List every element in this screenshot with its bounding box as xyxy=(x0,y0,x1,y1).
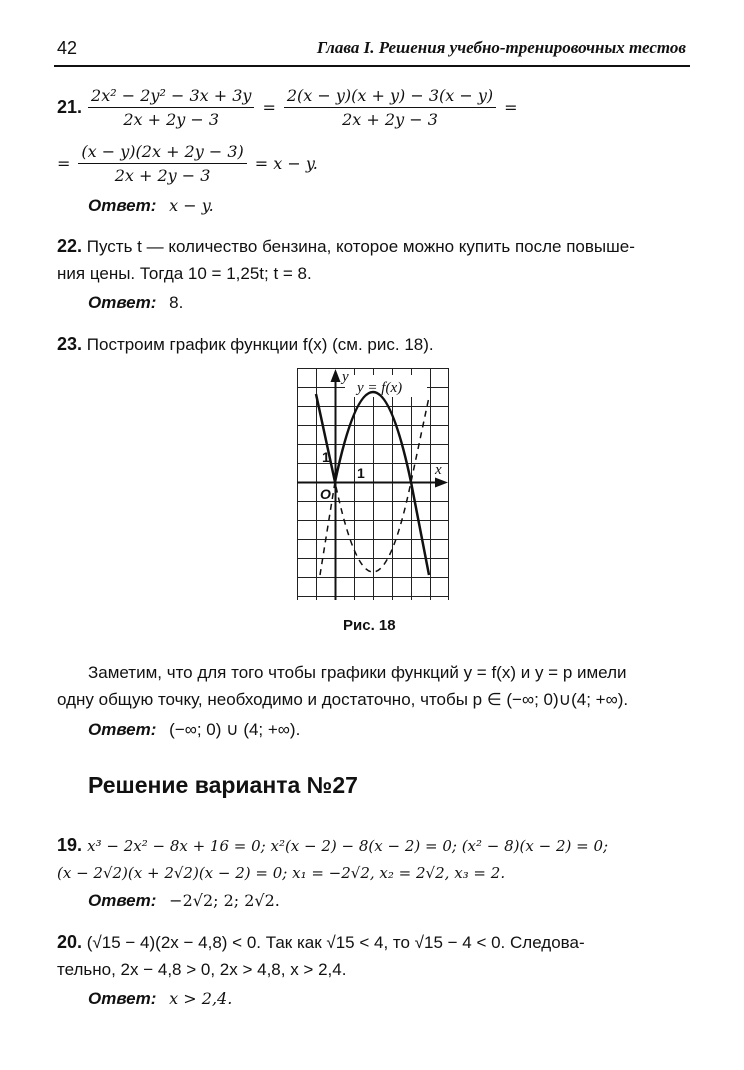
p21-fraction-2 xyxy=(284,86,496,129)
problem-20 xyxy=(57,929,697,983)
p19-line2: (x − 2√2)(x + 2√2)(x − 2) = 0; x₁ = −2√2, x₂ = 2√2, x₃ = 2. xyxy=(57,864,506,882)
p21-equals-3: = xyxy=(57,154,71,173)
page-number: 42 xyxy=(57,38,78,58)
p19-answer xyxy=(88,891,280,911)
p22-line1: Пусть t — количество бензина, которое можно купить после повыше- xyxy=(86,237,635,256)
problem-20-number: 20. xyxy=(57,932,83,952)
figure-caption: Рис. 18 xyxy=(343,617,396,634)
p21-frac3-denominator: 2x + 2y − 3 xyxy=(114,166,211,185)
problem-21 xyxy=(57,86,518,129)
p21-equals-1: = xyxy=(262,98,276,117)
p20-line2: тельно, 2x − 4,8 > 0, 2x > 4,8, x > 2,4. xyxy=(57,960,347,979)
problem-22 xyxy=(57,233,692,287)
y-unit-label: 1 xyxy=(322,449,330,465)
figure-18-graph xyxy=(297,368,449,600)
problem-23 xyxy=(57,331,434,358)
p21-answer-value: x − y. xyxy=(169,196,214,215)
x-axis-label: x xyxy=(435,462,442,478)
answer-label: Ответ: xyxy=(88,196,157,215)
p23-answer-value: (−∞; 0) ∪ (4; +∞). xyxy=(169,720,301,739)
p23-text: Построим график функции f(x) (см. рис. 18). xyxy=(86,335,434,354)
p20-answer-value: x > 2,4. xyxy=(169,989,233,1008)
p19-answer-value: −2√2; 2; 2√2. xyxy=(169,891,280,910)
chapter-title: Глава I. Решения учебно-тренировочных тестов xyxy=(316,38,686,57)
p21-answer xyxy=(88,196,214,216)
p21-frac1-numerator: 2x² − 2y² − 3x + 3y xyxy=(88,86,254,108)
p21-fraction-3 xyxy=(78,142,246,185)
answer-label: Ответ: xyxy=(88,989,157,1008)
answer-label: Ответ: xyxy=(88,293,157,312)
p21-fraction-1 xyxy=(88,86,254,129)
problem-19 xyxy=(57,832,608,887)
p19-line1: x³ − 2x² − 8x + 16 = 0; x²(x − 2) − 8(x − 2) = 0; (x² − 8)(x − 2) = 0; xyxy=(87,837,609,855)
problem-21-number: 21. xyxy=(57,97,83,117)
p21-frac3-numerator: (x − y)(2x + 2y − 3) xyxy=(78,142,246,164)
answer-label: Ответ: xyxy=(88,891,157,910)
x-unit-label: 1 xyxy=(357,465,365,481)
y-axis-label: y xyxy=(342,369,349,385)
p22-line2: ния цены. Тогда 10 = 1,25t; t = 8. xyxy=(57,264,312,283)
section-title: Решение варианта №27 xyxy=(88,772,358,798)
header-rule xyxy=(54,65,690,67)
problem-22-number: 22. xyxy=(57,236,83,256)
problem-19-number: 19. xyxy=(57,835,83,855)
p21-frac2-numerator: 2(x − y)(x + y) − 3(x − y) xyxy=(284,86,496,108)
p21-frac1-denominator: 2x + 2y − 3 xyxy=(123,110,220,129)
p21-frac2-denominator: 2x + 2y − 3 xyxy=(342,110,438,129)
p22-answer xyxy=(88,293,183,313)
problem-23-number: 23. xyxy=(57,334,83,354)
p20-line1: (√15 − 4)(2x − 4,8) < 0. Так как √15 < 4, то √15 − 4 < 0. Следова- xyxy=(86,933,585,952)
answer-label: Ответ: xyxy=(88,720,157,739)
p23-answer xyxy=(88,720,300,740)
p21-result: = x − y. xyxy=(254,154,318,173)
y-axis xyxy=(331,369,341,600)
legend-label: y = f(x) xyxy=(357,380,403,396)
p23-conclusion xyxy=(57,659,692,713)
p23-line1: Заметим, что для того чтобы графики функций y = f(x) и y = p имели xyxy=(88,663,627,682)
p20-answer xyxy=(88,989,232,1009)
p22-answer-value: 8. xyxy=(169,293,184,312)
p21-equals-2: = xyxy=(504,98,518,117)
origin-label: O xyxy=(320,486,331,502)
p23-line2: одну общую точку, необходимо и достаточно, чтобы p ∈ (−∞; 0)∪(4; +∞). xyxy=(57,690,629,709)
problem-21-line2 xyxy=(57,142,318,185)
